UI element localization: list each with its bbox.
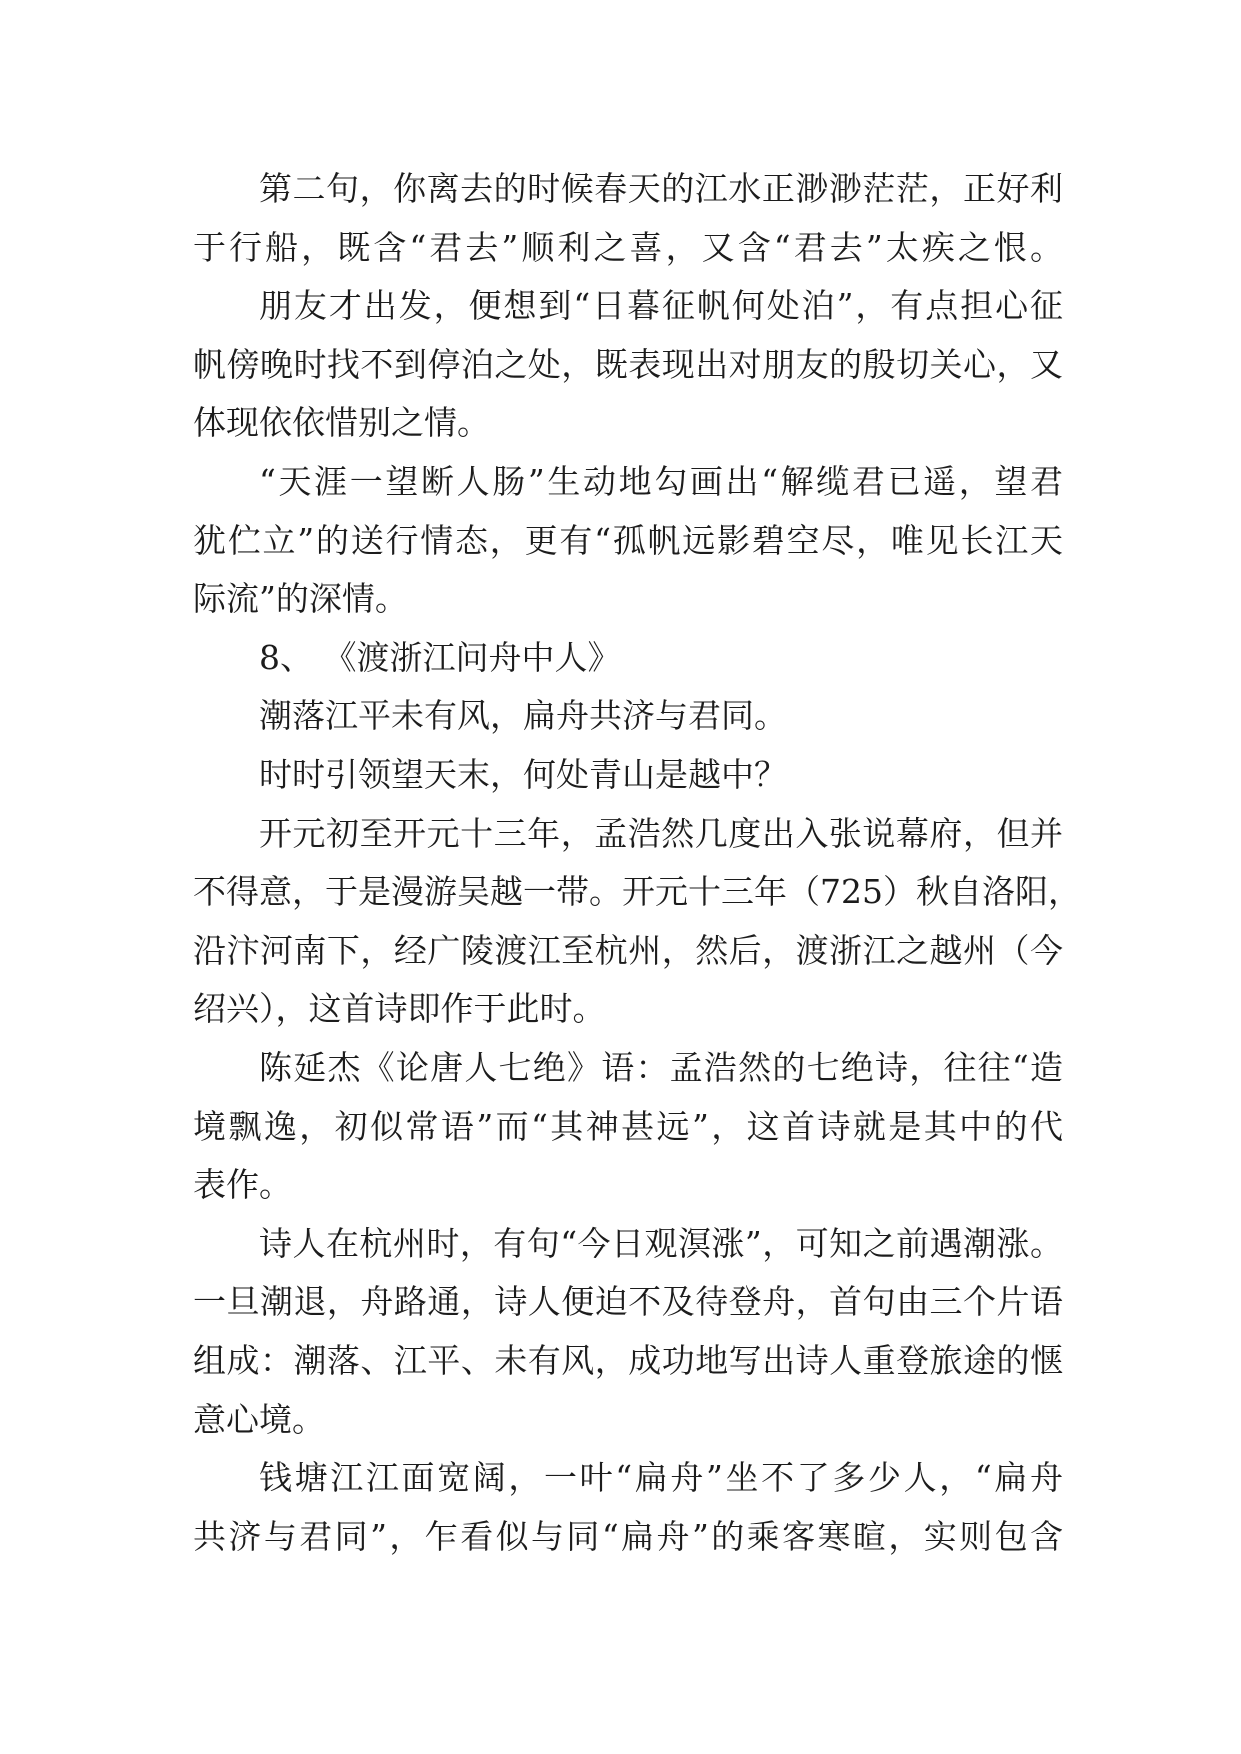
paragraph-line: 第二句，你离去的时候春天的江水正渺渺茫茫，正好利 (259, 169, 1063, 208)
paragraph-line: 朋友才出发，便想到“日暮征帆何处泊”，有点担心征 (259, 286, 1063, 325)
paragraph-line: 表作。 (193, 1165, 292, 1204)
paragraph-line: 意心境。 (193, 1400, 325, 1439)
paragraph-line: 于行船，既含“君去”顺利之喜，又含“君去”太疾之恨。 (193, 228, 1063, 267)
paragraph-line: 组成：潮落、江平、未有风，成功地写出诗人重登旅途的惬 (193, 1341, 1063, 1380)
paragraph-line: 一旦潮退，舟路通，诗人便迫不及待登舟，首句由三个片语 (193, 1282, 1063, 1321)
paragraph-line: “天涯一望断人肠”生动地勾画出“解缆君已遥，望君 (259, 462, 1063, 501)
paragraph-line: 帆傍晚时找不到停泊之处，既表现出对朋友的殷切关心，又 (193, 345, 1063, 384)
paragraph-line: 钱塘江江面宽阔，一叶“扁舟”坐不了多少人，“扁舟 (259, 1458, 1063, 1497)
paragraph-line: 陈延杰《论唐人七绝》语：孟浩然的七绝诗，往往“造 (259, 1048, 1063, 1087)
poem-verse: 时时引领望天末，何处青山是越中？ (259, 755, 787, 794)
paragraph-line: 犹伫立”的送行情态，更有“孤帆远影碧空尽，唯见长江天 (193, 521, 1063, 560)
paragraph-line: 境飘逸，初似常语”而“其神甚远”，这首诗就是其中的代 (193, 1107, 1063, 1146)
paragraph-line: 不得意，于是漫游吴越一带。开元十三年（725）秋自洛阳， (193, 872, 1081, 911)
paragraph-line: 际流”的深情。 (193, 579, 408, 618)
poem-heading: 8、 《渡浙江问舟中人》 (259, 638, 621, 677)
paragraph-line: 诗人在杭州时，有句“今日观溟涨”，可知之前遇潮涨。 (259, 1224, 1063, 1263)
paragraph-line: 共济与君同”，乍看似与同“扁舟”的乘客寒暄，实则包含 (193, 1517, 1063, 1556)
poem-verse: 潮落江平未有风，扁舟共济与君同。 (259, 696, 787, 735)
paragraph-line: 体现依依惜别之情。 (193, 403, 490, 442)
paragraph-line: 绍兴），这首诗即作于此时。 (193, 989, 606, 1028)
paragraph-line: 开元初至开元十三年，孟浩然几度出入张说幕府，但并 (259, 814, 1063, 853)
paragraph-line: 沿汴河南下，经广陵渡江至杭州，然后，渡浙江之越州（今 (193, 931, 1063, 970)
